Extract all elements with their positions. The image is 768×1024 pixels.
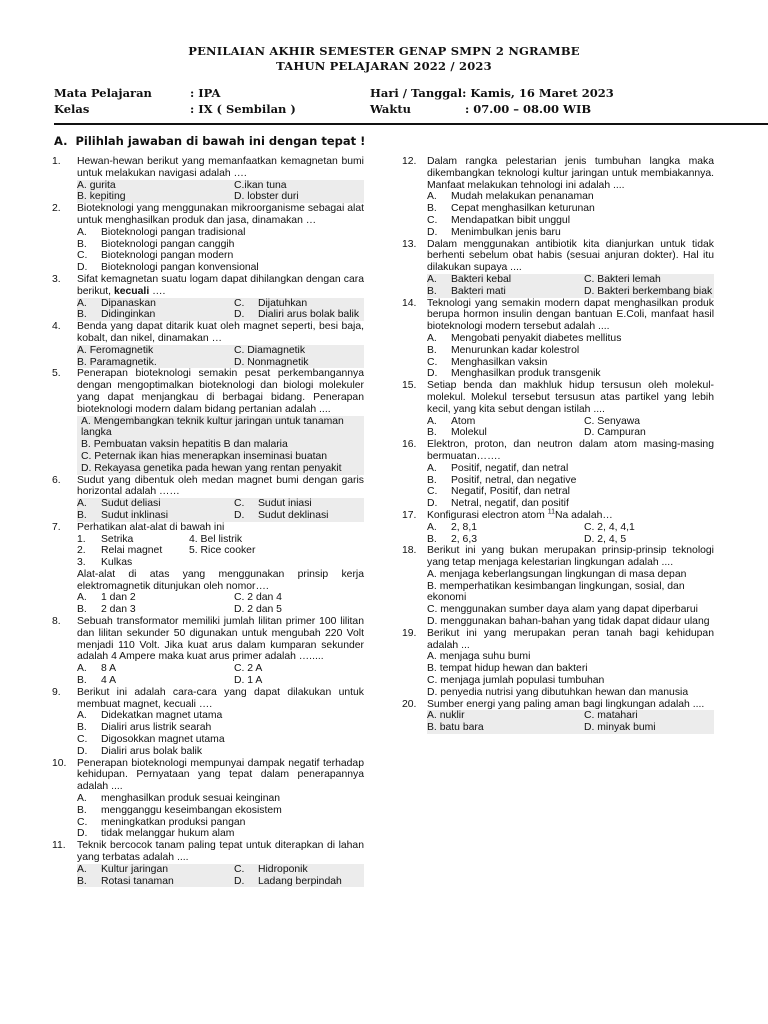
- option-grid: [427, 416, 714, 440]
- question: [402, 628, 714, 699]
- question-body: [427, 545, 714, 628]
- option-letter: A.: [77, 226, 87, 238]
- question: [52, 368, 364, 474]
- question: [402, 380, 714, 439]
- option-grid: [77, 864, 364, 888]
- question: [52, 616, 364, 687]
- question-number: 15.: [402, 380, 417, 392]
- option: [234, 309, 364, 321]
- item-text: Relai magnet: [101, 545, 163, 557]
- option-letter: C.: [77, 250, 88, 262]
- question-number: 7.: [52, 521, 61, 533]
- item-text: Setrika: [101, 533, 134, 545]
- option-letter: B.: [77, 875, 87, 887]
- option-text: Netral, negatif, dan positif: [451, 498, 569, 510]
- header-divider: [54, 123, 768, 125]
- question-body: [427, 699, 714, 734]
- option-text: Bioteknologi pangan canggih: [101, 238, 235, 250]
- item-text: 5. Rice cooker: [189, 545, 256, 557]
- option: A. Mengembangkan teknik kultur jaringan untuk tanaman langka: [77, 416, 364, 440]
- option-text: Didekatkan magnet utama: [101, 710, 223, 722]
- option: C. menjaga jumlah populasi tumbuhan: [427, 675, 605, 687]
- question-body: [427, 156, 714, 239]
- option-letter: B.: [77, 722, 87, 734]
- exam-title: PENILAIAN AKHIR SEMESTER GENAP SMPN 2 NGRAMBE: [188, 44, 580, 58]
- question-stem: Sifat kemagnetan suatu logam dapat dihilangkan dengan cara berikut, kecuali ….: [77, 273, 364, 297]
- option: D. Bakteri berkembang biak: [584, 285, 713, 297]
- option-letter: D.: [77, 262, 88, 274]
- option: B. Paramagnetik.: [77, 357, 234, 369]
- option-letter: C.: [427, 356, 438, 368]
- time-value: : 07.00 – 08.00 WIB: [465, 102, 592, 116]
- school-year: TAHUN PELAJARAN 2022 / 2023: [276, 59, 492, 73]
- question-stem: Berikut ini yang merupakan peran tanah bagi kehidupan adalah ...: [427, 627, 714, 651]
- question-stem: Sumber energi yang paling aman bagi lingkungan adalah ....: [427, 698, 705, 710]
- option-text: Bakteri mati: [451, 285, 506, 297]
- option-text: Mudah melakukan penanaman: [451, 191, 594, 203]
- option: [77, 309, 234, 321]
- option: A. nuklir: [427, 710, 584, 722]
- option-letter: C.: [427, 486, 438, 498]
- option-text: Sudut deliasi: [101, 498, 161, 510]
- option-text: 2, 8,1: [451, 521, 477, 533]
- option: D. Rekayasa genetika pada hewan yang rentan penyakit: [77, 463, 364, 475]
- option-letter: A.: [77, 710, 87, 722]
- option: [77, 510, 234, 522]
- question-stem: Elektron, proton, dan neutron dalam atom masing-masing bermuatan…….: [427, 439, 714, 462]
- question: [402, 439, 714, 510]
- option: C. 2 A: [234, 663, 263, 675]
- option-text: Mengobati penyakit diabetes mellitus: [451, 332, 622, 344]
- option-text: 2 dan 3: [101, 604, 136, 616]
- option-letter: A.: [77, 863, 87, 875]
- option-letter: B.: [427, 285, 437, 297]
- question: [52, 156, 364, 203]
- option: C. 2, 4, 4,1: [584, 521, 635, 533]
- option: [234, 864, 364, 876]
- option-letter: A.: [77, 793, 87, 805]
- item-text: [189, 557, 364, 569]
- option-letter: A.: [427, 415, 437, 427]
- option-letter: D.: [427, 226, 438, 238]
- option: [77, 239, 364, 251]
- option: C. Diamagnetik: [234, 345, 364, 357]
- question-number: 13.: [402, 238, 417, 250]
- question-body: [77, 616, 364, 687]
- question-stem: Teknologi yang semakin modern dapat menghasilkan produk berupa hormon insulin dengan bantuan E.Coli, manfaat hasil bioteknologi modern tersebut adalah ....: [427, 297, 714, 333]
- option: [234, 876, 364, 888]
- option: D. minyak bumi: [584, 722, 714, 734]
- option: D. menggunakan bahan-bahan yang tidak dapat didaur ulang: [427, 616, 710, 628]
- question-stem: Berikut ini adalah cara-cara yang dapat dilakukan untuk membuat magnet, kecuali ….: [77, 686, 364, 710]
- question-body: [77, 274, 364, 321]
- question: [402, 699, 714, 734]
- option-text: Dialiri arus listrik searah: [101, 722, 212, 734]
- option: C. Bakteri lemah: [584, 274, 714, 286]
- option-letter: D.: [77, 828, 88, 840]
- option-text: menghasilkan produk sesuai keinginan: [101, 793, 281, 805]
- question-stem: Sudut yang dibentuk oleh medan magnet bumi dengan garis horizontal adalah ……: [77, 474, 364, 498]
- option: [77, 675, 234, 687]
- option-letter: B.: [77, 675, 87, 687]
- option-text: Positif, netral, dan negative: [451, 474, 577, 486]
- question-number: 12.: [402, 156, 417, 167]
- question-number: 18.: [402, 545, 417, 557]
- option-letter: D.: [234, 875, 245, 887]
- option: B. batu bara: [427, 722, 584, 734]
- option-text: Atom: [451, 415, 476, 427]
- option: C.ikan tuna: [234, 180, 364, 192]
- option: [77, 298, 234, 310]
- question: [402, 298, 714, 381]
- option-text: mengganggu keseimbangan ekosistem: [101, 804, 282, 816]
- question: [52, 203, 364, 274]
- question-number: 20.: [402, 698, 417, 710]
- option: D. Nonmagnetik: [234, 357, 364, 369]
- question-body: [427, 298, 714, 381]
- option-text: Sudut iniasi: [258, 498, 312, 510]
- option: [427, 416, 584, 428]
- item-text: Kulkas: [101, 557, 133, 569]
- option: [77, 828, 364, 840]
- option-letter: B.: [427, 427, 437, 439]
- option: C. matahari: [584, 710, 714, 722]
- option: C. Senyawa: [584, 415, 641, 427]
- question-number: 16.: [402, 439, 417, 451]
- option-text: Molekul: [451, 427, 487, 439]
- question-number: 14.: [402, 297, 417, 309]
- question-stem: Berikut ini yang bukan merupakan prinsip-prinsip teknologi yang tetap menjaga kelestarian lingkungan adalah ....: [427, 545, 714, 569]
- question-number: 5.: [52, 368, 61, 380]
- option-letter: D.: [427, 498, 438, 510]
- question-body: [77, 475, 364, 522]
- option-text: 4 A: [101, 675, 117, 687]
- question-body: [77, 203, 364, 274]
- subject-label: Mata Pelajaran: [54, 86, 152, 100]
- option-text: Dialiri arus bolak balik: [101, 745, 203, 757]
- option: C. Peternak ikan hias menerapkan inseminasi buatan: [77, 451, 364, 463]
- option-text: Menghasilkan vaksin: [451, 356, 548, 368]
- option-text: Dialiri arus bolak balik: [258, 309, 360, 321]
- option-letter: C.: [234, 297, 245, 309]
- option: [427, 333, 714, 345]
- question: [52, 840, 364, 887]
- question-number: 11.: [52, 840, 66, 852]
- class-label: Kelas: [54, 102, 90, 116]
- question-body: [77, 758, 364, 841]
- option-grid: [77, 180, 364, 204]
- option: B. memperhatikan kesimbangan lingkungan, sosial, dan ekonomi: [427, 580, 685, 604]
- option: D. 1 A: [234, 675, 263, 687]
- section-letter: A.: [54, 134, 68, 148]
- option: [427, 475, 714, 487]
- option: [77, 250, 364, 262]
- subject-value: : IPA: [190, 86, 221, 100]
- question-body: [77, 840, 364, 887]
- option: [77, 663, 234, 675]
- option-text: Bioteknologi pangan tradisional: [101, 226, 246, 238]
- question-body: [427, 628, 714, 699]
- option-letter: C.: [427, 214, 438, 226]
- question: [52, 321, 364, 368]
- option: [427, 498, 714, 510]
- option-letter: A.: [427, 332, 437, 344]
- option: D. 2, 4, 5: [584, 533, 627, 545]
- option: D. Campuran: [584, 427, 646, 439]
- question-number: 17.: [402, 509, 417, 521]
- question-stem-2: Alat-alat di atas yang menggunakan prinsip kerja elektromagnetik ditunjukan oleh nomor….: [77, 568, 364, 592]
- question: [52, 475, 364, 522]
- option: [77, 262, 364, 274]
- option: [427, 345, 714, 357]
- question-stem: Konfigurasi electron atom $^{11}$Na adalah…: [427, 508, 613, 521]
- option-text: Menimbulkan jenis baru: [451, 226, 561, 238]
- option-text: Positif, negatif, dan netral: [451, 462, 569, 474]
- superscript: 11: [547, 508, 555, 516]
- option-text: meningkatkan produksi pangan: [101, 816, 246, 828]
- question-body: [427, 380, 714, 439]
- question-stem: Bioteknologi yang menggunakan mikroorganisme sebagai alat untuk menghasilkan produk dan jasa, dinamakan …: [77, 203, 364, 226]
- option: C. 2 dan 4: [234, 592, 282, 604]
- item-list: [77, 534, 364, 569]
- option-letter: A.: [77, 592, 87, 604]
- option-text: Sudut inklinasi: [101, 509, 169, 521]
- option-letter: B.: [77, 509, 87, 521]
- date-label: Hari / Tanggal: Kamis, 16 Maret 2023: [370, 86, 614, 100]
- option: [234, 298, 364, 310]
- option-letter: B.: [77, 309, 87, 321]
- option-letter: C.: [77, 816, 88, 828]
- item-text: 1.: [77, 533, 86, 545]
- question-number: 2.: [52, 203, 61, 215]
- keyword-bold: kecuali: [113, 285, 150, 297]
- option-text: tidak melanggar hukum alam: [101, 828, 235, 840]
- option: [427, 203, 714, 215]
- option: [77, 710, 364, 722]
- option-letter: A.: [427, 462, 437, 474]
- option-letter: B.: [427, 344, 437, 356]
- question-stem: Setiap benda dan makhluk hidup tersusun oleh molekul-molekul. Molekul tersebut tersusun atas partikel yang lebih kecil, yang kita sebut dengan istilah ....: [427, 380, 714, 415]
- option: B. Pembuatan vaksin hepatitis B dan malaria: [77, 439, 364, 451]
- question-stem: Penerapan bioteknologi mempunyai dampak negatif terhadap kehidupan. Pernyataan yang tepat dalam penerapannya adalah ....: [77, 757, 364, 793]
- option-letter: A.: [427, 521, 437, 533]
- option: [427, 368, 714, 380]
- option-text: Menurunkan kadar kolestrol: [451, 344, 580, 356]
- option-text: Bioteknologi pangan konvensional: [101, 262, 259, 274]
- option: [427, 486, 714, 498]
- option: [427, 274, 584, 286]
- question-number: 3.: [52, 273, 61, 285]
- option-letter: D.: [234, 509, 245, 521]
- option: [77, 734, 364, 746]
- option: D. penyedia nutrisi yang dibutuhkan hewan dan manusia: [427, 686, 689, 698]
- option-letter: B.: [77, 238, 87, 250]
- question-body: [77, 522, 364, 616]
- option: [234, 510, 364, 522]
- question: [402, 156, 714, 239]
- option-grid: [427, 522, 714, 546]
- option-text: Digosokkan magnet utama: [101, 734, 225, 746]
- option-text: Bakteri kebal: [451, 273, 512, 285]
- item-text: 3.: [77, 557, 86, 569]
- question-body: [427, 439, 714, 510]
- option: [77, 793, 364, 805]
- option: D. lobster duri: [234, 191, 364, 203]
- option-letter: A.: [427, 273, 437, 285]
- option-letter: B.: [77, 604, 87, 616]
- option-letter: C.: [77, 734, 88, 746]
- option-letter: A.: [77, 498, 87, 510]
- option-text: Dijatuhkan: [258, 297, 308, 309]
- option-text: 2, 6,3: [451, 533, 477, 545]
- option-grid: [77, 592, 364, 616]
- option: [77, 864, 234, 876]
- question: [52, 522, 364, 616]
- option-grid: [427, 274, 714, 298]
- question-number: 1.: [52, 156, 61, 167]
- question-body: [77, 321, 364, 368]
- option: B. kepiting: [77, 191, 234, 203]
- option-letter: B.: [427, 533, 437, 545]
- option: [427, 427, 584, 439]
- option-grid: [77, 345, 364, 369]
- option-text: Rotasi tanaman: [101, 875, 174, 887]
- question-number: 6.: [52, 474, 61, 486]
- option: [427, 215, 714, 227]
- option-text: Sudut deklinasi: [258, 509, 329, 521]
- option: [427, 286, 584, 298]
- option-letter: A.: [77, 663, 87, 675]
- option-grid: [77, 298, 364, 322]
- question-stem: Dalam menggunakan antibiotik kita dianjurkan untuk tidak berhenti sebelum obat habis (sesuai anjuran dokter). Hal itu dilakukan supaya ....: [427, 238, 714, 274]
- question-number: 10.: [52, 757, 67, 769]
- option: A. gurita: [77, 180, 234, 192]
- option-letter: D.: [77, 745, 88, 757]
- question: [402, 545, 714, 628]
- option: [77, 805, 364, 817]
- option-grid: [77, 498, 364, 522]
- time-label: Waktu: [370, 102, 412, 116]
- option-text: Dipanaskan: [101, 297, 156, 309]
- option-grid: [77, 663, 364, 687]
- option-grid: [427, 710, 714, 734]
- option-letter: B.: [427, 203, 437, 215]
- option-letter: D.: [234, 309, 245, 321]
- option: D. 2 dan 5: [234, 604, 282, 616]
- option: [427, 357, 714, 369]
- option: [77, 227, 364, 239]
- option-letter: D.: [427, 368, 438, 380]
- question-body: [77, 687, 364, 758]
- section-heading: [54, 134, 365, 148]
- question-body: [427, 239, 714, 298]
- option: A. menjaga keberlangsungan lingkungan di masa depan: [427, 568, 687, 580]
- option-letter: A.: [427, 191, 437, 203]
- option: A. Feromagnetik: [77, 345, 234, 357]
- option: B. tempat hidup hewan dan bakteri: [427, 663, 588, 675]
- question: [402, 510, 714, 545]
- option-letter: B.: [427, 474, 437, 486]
- option: [427, 534, 584, 546]
- question-stem: Hewan-hewan berikut yang memanfaatkan kemagnetan bumi untuk melakukan navigasi adalah ….: [77, 156, 364, 179]
- question-stem: Penerapan bioteknologi semakin pesat perkembangannya dengan mengoptimalkan bioteknologi dan biologi molekuler yang dapat menjangkau di berbagai bidang. Penerapan bioteknologi modern dalam bidang pertanian adalah ....: [77, 368, 364, 415]
- option-text: Ladang berpindah: [258, 875, 342, 887]
- option: [77, 746, 364, 758]
- class-value: : IX ( Sembilan ): [190, 102, 296, 116]
- right-column: [402, 156, 714, 734]
- option: [427, 522, 584, 534]
- question-number: 9.: [52, 686, 61, 698]
- option: [77, 498, 234, 510]
- option-text: 8 A: [101, 663, 117, 675]
- question-number: 4.: [52, 321, 61, 333]
- option: [234, 498, 364, 510]
- option: [77, 604, 234, 616]
- option: [77, 722, 364, 734]
- option-text: Menghasilkan produk transgenik: [451, 368, 601, 380]
- option-letter: C.: [234, 863, 245, 875]
- question-body: [427, 510, 714, 545]
- question-stem: Dalam rangka pelestarian jenis tumbuhan langka maka dikembangkan teknologi kultur jaringan untuk membiakannya. Manfaat melakukan tehnologi ini adalah ....: [427, 156, 714, 191]
- item-text: 4. Bel listrik: [189, 533, 243, 545]
- option-text: Hidroponik: [258, 863, 308, 875]
- option-text: Kultur jaringan: [101, 863, 169, 875]
- question: [52, 687, 364, 758]
- question-body: [77, 368, 364, 474]
- question-stem: Teknik bercocok tanam paling tepat untuk diterapkan di lahan yang terbatas adalah ....: [77, 840, 364, 864]
- option-text: Negatif, Positif, dan netral: [451, 486, 570, 498]
- option-letter: C.: [234, 498, 245, 510]
- question: [402, 239, 714, 298]
- question-stem: Benda yang dapat ditarik kuat oleh magnet seperti, besi baja, kobalt, dan nikel, dinamakan …: [77, 321, 364, 344]
- option: [427, 227, 714, 239]
- option: [77, 817, 364, 829]
- question: [52, 274, 364, 321]
- option: [77, 592, 234, 604]
- left-column: [52, 156, 364, 887]
- option: [77, 876, 234, 888]
- option-letter: A.: [77, 297, 87, 309]
- option-text: Cepat menghasilkan keturunan: [451, 203, 595, 215]
- option: [427, 191, 714, 203]
- question-stem: Perhatikan alat-alat di bawah ini: [77, 521, 225, 533]
- question-stem: Sebuah transformator memiliki jumlah lilitan primer 100 lilitan dan lilitan sekunder 50 digunakan untuk mengubah 220 Volt menjadi 110 Volt. Jika kuat arus dalam kumparan sekunder adalah 4 Ampere maka kuat arus primer adalah ….....: [77, 616, 364, 663]
- option-text: Didinginkan: [101, 309, 156, 321]
- option-text: Bioteknologi pangan modern: [101, 250, 234, 262]
- option-text: Mendapatkan bibit unggul: [451, 214, 571, 226]
- option: C. menggunakan sumber daya alam yang dapat diperbarui: [427, 604, 698, 616]
- section-title: Pilihlah jawaban di bawah ini dengan tepat !: [75, 134, 366, 148]
- option-letter: B.: [77, 804, 87, 816]
- question-number: 8.: [52, 616, 61, 628]
- option: A. menjaga suhu bumi: [427, 651, 531, 663]
- question-number: 19.: [402, 627, 417, 639]
- option: [427, 463, 714, 475]
- item-text: 2.: [77, 545, 86, 557]
- question: [52, 758, 364, 841]
- question-body: [77, 156, 364, 203]
- option-text: 1 dan 2: [101, 592, 136, 604]
